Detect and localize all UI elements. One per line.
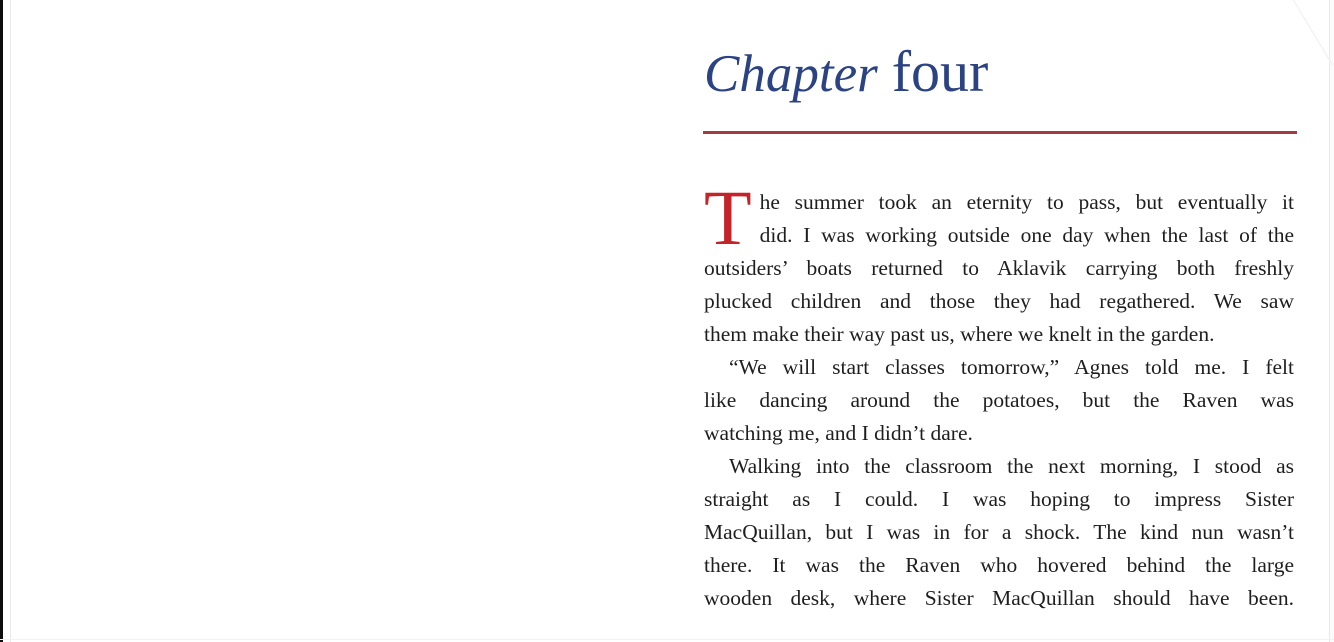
left-page-hairline xyxy=(10,0,11,642)
paragraph xyxy=(704,450,1294,615)
text-line: MacQuillan, but I was in for a shock. The kind nun wasn’t xyxy=(704,520,1294,544)
chapter-heading xyxy=(704,40,1294,106)
chapter-page-content xyxy=(704,40,1294,615)
text-line: he summer took an eternity to pass, but eventually it xyxy=(759,190,1294,214)
chapter-divider-rule xyxy=(703,131,1297,134)
text-line: straight as I could. I was hoping to impress Sister xyxy=(704,487,1294,511)
left-edge-bar xyxy=(0,0,3,642)
text-line: “We will start classes tomorrow,” Agnes told me. I felt xyxy=(729,355,1294,379)
text-line: outsiders’ boats returned to Aklavik carrying both freshly xyxy=(704,256,1294,280)
text-line: like dancing around the potatoes, but the Raven was xyxy=(704,388,1294,412)
text-line: did. I was working outside one day when the last of the xyxy=(759,223,1294,247)
text-line: there. It was the Raven who hovered behind the large xyxy=(704,553,1294,577)
dropcap-letter: T xyxy=(704,174,752,261)
right-outer-strip xyxy=(1330,0,1334,642)
text-line: wooden desk, where Sister MacQuillan should have been. xyxy=(704,586,1294,610)
page-corner-fold-line xyxy=(1291,0,1333,66)
chapter-word: Chapter xyxy=(704,45,878,103)
chapter-number-word: four xyxy=(891,39,989,104)
text-line: them make their way past us, where we knelt in the garden. xyxy=(704,322,1215,346)
bottom-page-hairline xyxy=(0,639,1334,640)
text-line: watching me, and I didn’t dare. xyxy=(704,421,973,445)
text-line: plucked children and those they had regathered. We saw xyxy=(704,289,1294,313)
text-line: Walking into the classroom the next morning, I stood as xyxy=(729,454,1294,478)
body-text xyxy=(704,174,1294,615)
paragraph xyxy=(704,174,1294,351)
paragraph xyxy=(704,351,1294,450)
